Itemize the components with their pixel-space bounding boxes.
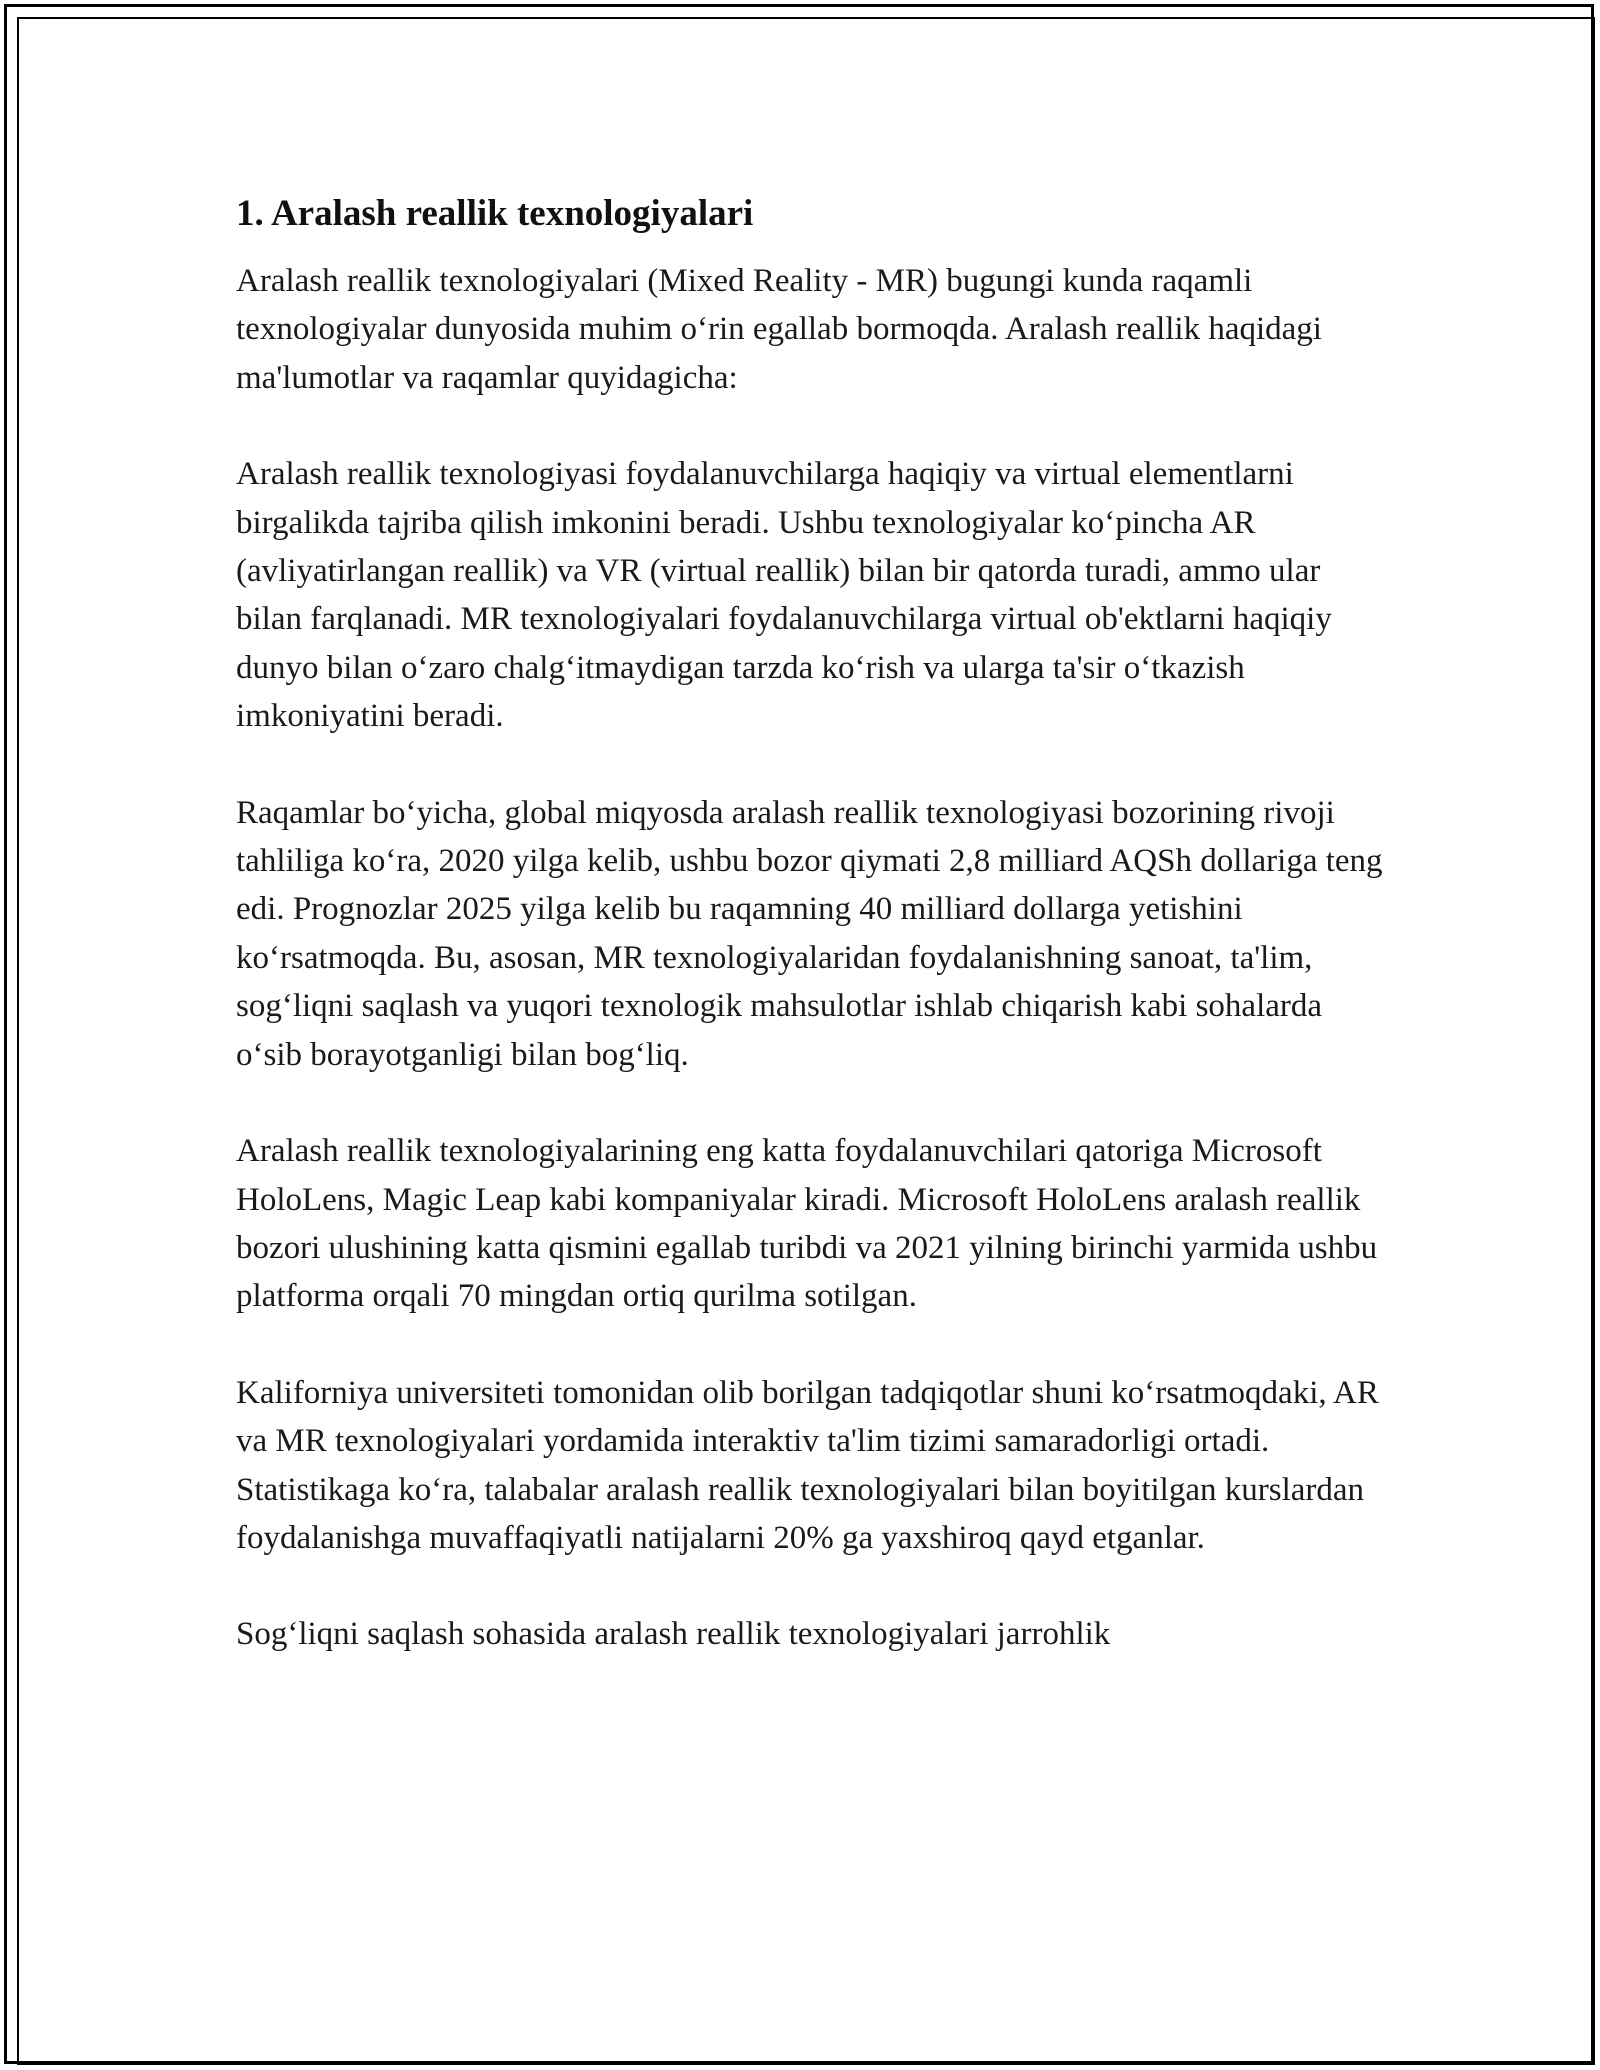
paragraph-market-numbers: Raqamlar bo‘yicha, global miqyosda aralash reallik texnologiyasi bozorining rivoji tahliliga ko‘ra, 2020 yilga kelib, ushbu bozor qiymati 2,8 milliard AQSh dollariga teng edi. Prognozlar 2025 yilga kelib bu raqamning 40 milliard dollarga yetishini ko‘rsatmoqda. Bu, asosan, MR texnologiyalaridan foydalanishning sanoat, ta'lim, sog‘liqni saqlash va yuqori texnologik mahsulotlar ishlab chiqarish kabi sohalarda o‘sib borayotganligi bilan bog‘liq. [236,794,1383,1073]
section-heading: 1. Aralash reallik texnologiyalari [236,193,754,234]
paragraph-healthcare: Sog‘liqni saqlash sohasida aralash reallik texnologiyalari jarrohlik [236,1616,1111,1653]
paragraph-education: Kaliforniya universiteti tomonidan olib borilgan tadqiqotlar shuni ko‘rsatmoqdaki, AR va MR texnologiyalari yordamida interaktiv ta'lim tizimi samaradorligi ortadi. Statistikaga ko‘ra, talabalar aralash reallik texnologiyalari bilan boyitilgan kurslardan foydalanishga muvaffaqiyatli natijalarni 20% ga yaxshiroq qayd etganlar. [236,1374,1379,1556]
document-body [236,188,1386,1659]
paragraph-intro: Aralash reallik texnologiyalari (Mixed Reality - MR) bugungi kunda raqamli texnologiyalar dunyosida muhim o‘rin egallab bormoqda. Aralash reallik haqidagi ma'lumotlar va raqamlar quyidagicha: [236,263,1322,396]
paragraph-companies: Aralash reallik texnologiyalarining eng katta foydalanuvchilari qatoriga Microsoft HoloLens, Magic Leap kabi kompaniyalar kiradi. Microsoft HoloLens aralash reallik bozori ulushining katta qismini egallab turibdi va 2021 yilning birinchi yarmida ushbu platforma orqali 70 mingdan ortiq qurilma sotilgan. [236,1133,1378,1315]
paragraph-definition: Aralash reallik texnologiyasi foydalanuvchilarga haqiqiy va virtual elementlarni birgalikda tajriba qilish imkonini beradi. Ushbu texnologiyalar ko‘pincha AR (avliyatirlangan reallik) va VR (virtual reallik) bilan bir qatorda turadi, ammo ular bilan farqlanadi. MR texnologiyalari foydalanuvchilarga virtual ob'ektlarni haqiqiy dunyo bilan o‘zaro chalg‘itmaydigan tarzda ko‘rish va ularga ta'sir o‘tkazish imkoniyatini beradi. [236,456,1332,735]
